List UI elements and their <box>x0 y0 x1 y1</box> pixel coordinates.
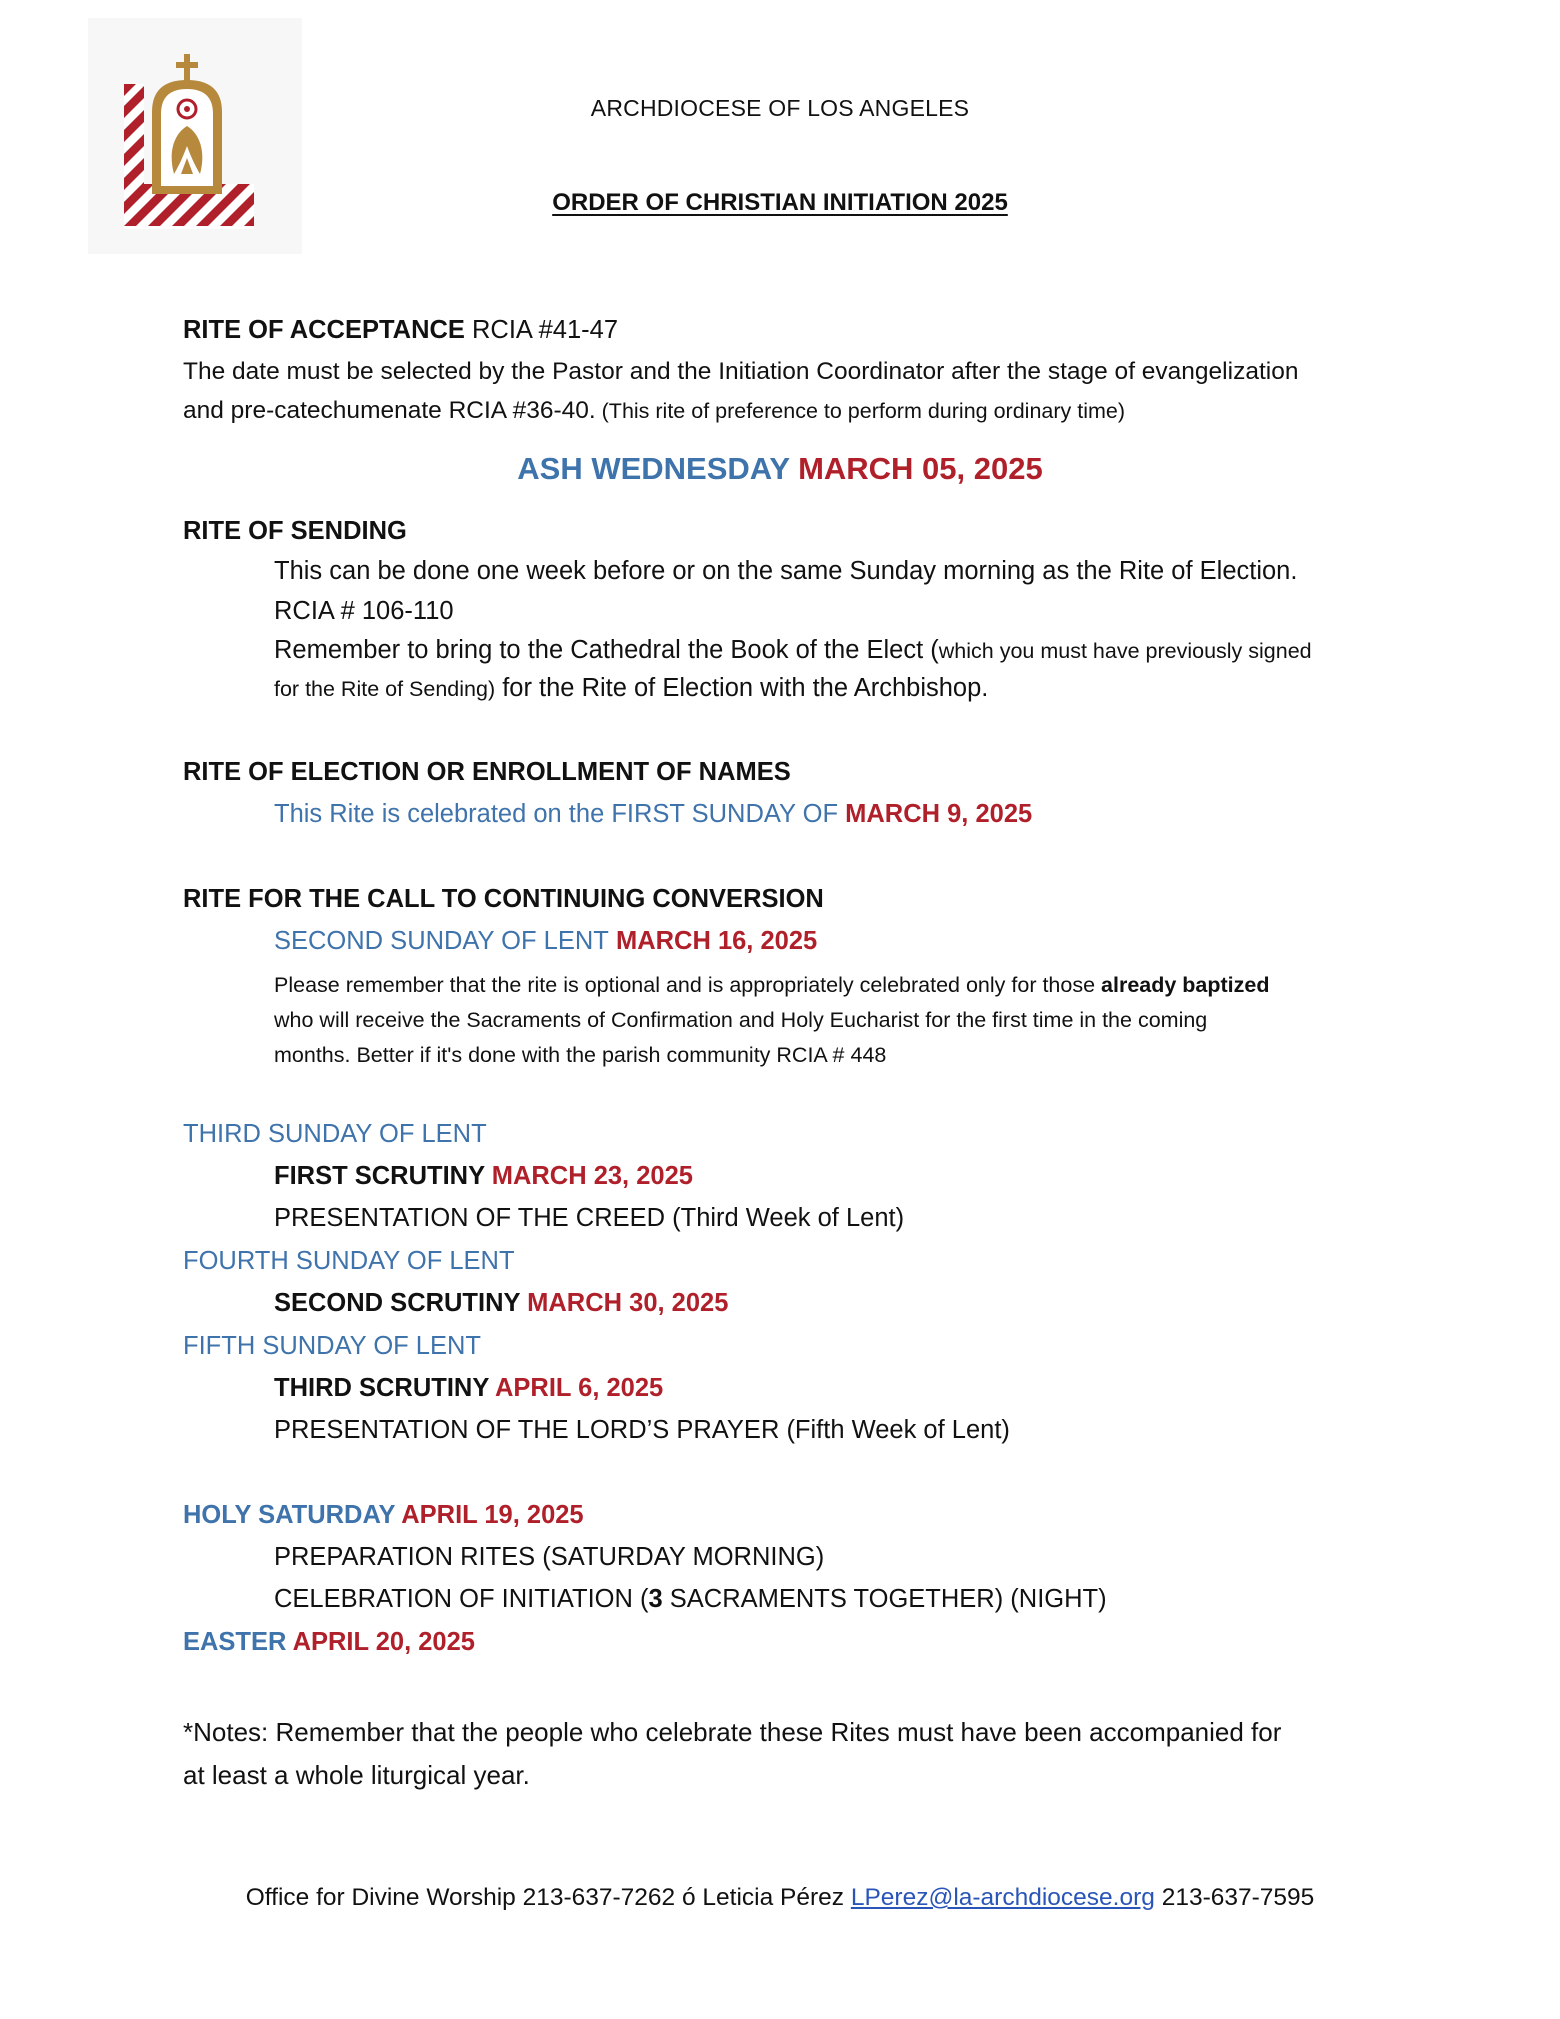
notes-line-2: at least a whole liturgical year. <box>183 1760 530 1790</box>
acceptance-heading: RITE OF ACCEPTANCE <box>183 316 465 344</box>
acceptance-paragraph <box>183 352 1393 431</box>
notes-line-1: *Notes: Remember that the people who celebrate these Rites must have been accompanied for <box>183 1717 1282 1747</box>
election-line: This Rite is celebrated on the FIRST SUNDAY OF MARCH 9, 2025 <box>274 800 1033 828</box>
celebration-of-initiation: CELEBRATION OF INITIATION (3 SACRAMENTS TOGETHER) (NIGHT) <box>274 1585 1107 1613</box>
footer-text: Office for Divine Worship 213-637-7262 ó Leticia Pérez <box>245 1884 851 1911</box>
acceptance-line-1: The date must be selected by the Pastor and the Initiation Coordinator after the stage of evangelization <box>183 358 1299 385</box>
ash-wednesday-date: MARCH 05, 2025 <box>789 451 1043 486</box>
conversion-sunday-line: SECOND SUNDAY OF LENT MARCH 16, 2025 <box>274 927 818 955</box>
fifth-sunday-label: FIFTH SUNDAY OF LENT <box>183 1332 481 1360</box>
first-scrutiny-line: FIRST SCRUTINY MARCH 23, 2025 <box>274 1162 693 1190</box>
sending-line-1: This can be done one week before or on the same Sunday morning as the Rite of Election. <box>274 557 1298 585</box>
third-sunday-label: THIRD SUNDAY OF LENT <box>183 1120 487 1148</box>
fourth-sunday-label: FOURTH SUNDAY OF LENT <box>183 1247 515 1275</box>
footer-contact <box>0 1884 1560 1912</box>
sending-heading: RITE OF SENDING <box>183 517 407 545</box>
election-heading: RITE OF ELECTION OR ENROLLMENT OF NAMES <box>183 758 791 786</box>
conversion-note-line-2: who will receive the Sacraments of Confirmation and Holy Eucharist for the first time in the coming <box>274 1008 1208 1032</box>
second-scrutiny-line: SECOND SCRUTINY MARCH 30, 2025 <box>274 1289 729 1317</box>
sending-line-2: RCIA # 106-110 <box>274 597 454 625</box>
acceptance-line-2: and pre-catechumenate RCIA #36-40. (This rite of preference to perform during ordinary time) <box>183 397 1126 424</box>
preparation-rites: PREPARATION RITES (SATURDAY MORNING) <box>274 1543 825 1571</box>
conversion-date: MARCH 16, 2025 <box>608 927 818 955</box>
conversion-note <box>274 968 1270 1073</box>
sending-line-4: for the Rite of Sending) for the Rite of Election with the Archbishop. <box>274 674 989 702</box>
email-link[interactable]: LPerez@la-archdiocese.org <box>850 1884 1155 1911</box>
organization-name: ARCHDIOCESE OF LOS ANGELES <box>590 95 970 121</box>
creed-presentation: PRESENTATION OF THE CREED (Third Week of Lent) <box>274 1204 905 1232</box>
easter-line: EASTER APRIL 20, 2025 <box>183 1628 475 1656</box>
notes <box>183 1711 1403 1797</box>
holy-saturday-line: HOLY SATURDAY APRIL 19, 2025 <box>183 1501 584 1529</box>
third-scrutiny-line: THIRD SCRUTINY APRIL 6, 2025 <box>274 1374 664 1402</box>
conversion-note-line-3: months. Better if it's done with the parish community RCIA # 448 <box>274 1043 887 1067</box>
document-title: ORDER OF CHRISTIAN INITIATION 2025 <box>552 189 1008 216</box>
sending-line-3: Remember to bring to the Cathedral the Book of the Elect (which you must have previously signed <box>274 636 1312 664</box>
conversion-heading: RITE FOR THE CALL TO CONTINUING CONVERSION <box>183 885 824 913</box>
acceptance-heading-line <box>183 315 618 346</box>
election-date: MARCH 9, 2025 <box>838 800 1033 828</box>
acceptance-ref: RCIA #41-47 <box>464 316 619 344</box>
conversion-note-line-1: Please remember that the rite is optional and is appropriately celebrated only for those already baptized <box>274 973 1270 997</box>
ash-wednesday-label: ASH WEDNESDAY <box>517 451 790 486</box>
archdiocese-logo-icon <box>88 18 302 254</box>
ash-wednesday-heading <box>0 451 1560 487</box>
footer-phone: 213-637-7595 <box>1154 1884 1315 1911</box>
lords-prayer-presentation: PRESENTATION OF THE LORD’S PRAYER (Fifth Week of Lent) <box>274 1416 1010 1444</box>
